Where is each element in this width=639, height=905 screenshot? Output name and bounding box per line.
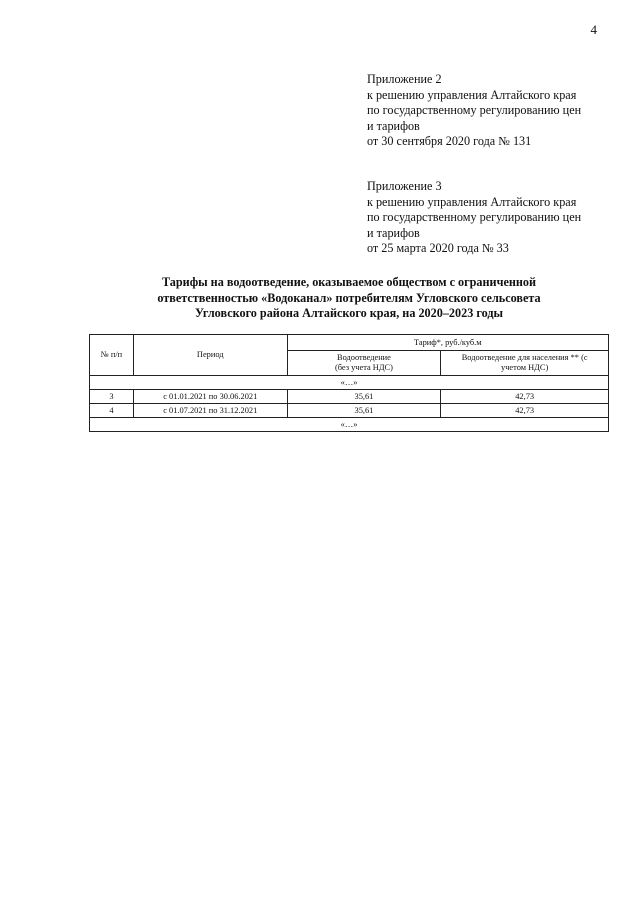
ellipsis-cell: «…» (90, 376, 609, 390)
cell-period: с 01.01.2021 по 30.06.2021 (133, 390, 287, 404)
table-ellipsis-row (90, 418, 609, 432)
header-num: № п/п (90, 335, 134, 376)
table-header-row (90, 335, 609, 351)
appendix-3-reference (367, 179, 581, 257)
appendix-2-reference (367, 72, 581, 150)
ellipsis-cell: «…» (90, 418, 609, 432)
appendix-line: Приложение 2 (367, 72, 442, 86)
header-tariff-group: Тариф*, руб./куб.м (287, 335, 608, 351)
appendix-line: к решению управления Алтайского края (367, 87, 577, 102)
header-without-vat-line: (без учета НДС) (334, 363, 393, 372)
appendix-line: и тарифов (367, 225, 420, 240)
cell-without-vat: 35,61 (287, 404, 441, 418)
title-line: Тарифы на водоотведение, оказываемое обществом с ограниченной (161, 275, 537, 289)
appendix-line: от 30 сентября 2020 года № 131 (367, 134, 532, 148)
header-with-vat-line: Водоотведение для населения ** (с (461, 353, 588, 362)
header-with-vat (441, 351, 609, 376)
appendix-line: к решению управления Алтайского края (367, 194, 577, 209)
cell-with-vat: 42,73 (441, 390, 609, 404)
header-with-vat-line: учетом НДС) (501, 363, 549, 372)
appendix-line: Приложение 3 (367, 179, 442, 193)
document-title (90, 275, 608, 322)
header-without-vat-line: Водоотведение (336, 353, 391, 362)
header-period: Период (133, 335, 287, 376)
appendix-line: по государственному регулированию цен (367, 103, 582, 117)
table-ellipsis-row (90, 376, 609, 390)
page-number: 4 (590, 22, 597, 37)
cell-num: 3 (90, 390, 134, 404)
cell-period: с 01.07.2021 по 31.12.2021 (133, 404, 287, 418)
table-row (90, 404, 609, 418)
appendix-line: и тарифов (367, 118, 420, 133)
title-line: Угловского района Алтайского края, на 2020–2023 годы (194, 306, 504, 320)
cell-num: 4 (90, 404, 134, 418)
cell-with-vat: 42,73 (441, 404, 609, 418)
appendix-line: по государственному регулированию цен (367, 210, 582, 224)
appendix-line: от 25 марта 2020 года № 33 (367, 241, 509, 255)
title-line: ответственностью «Водоканал» потребителям Угловского сельсовета (157, 290, 541, 305)
header-without-vat (287, 351, 441, 376)
tariff-table (89, 334, 609, 432)
table-row (90, 390, 609, 404)
cell-without-vat: 35,61 (287, 390, 441, 404)
